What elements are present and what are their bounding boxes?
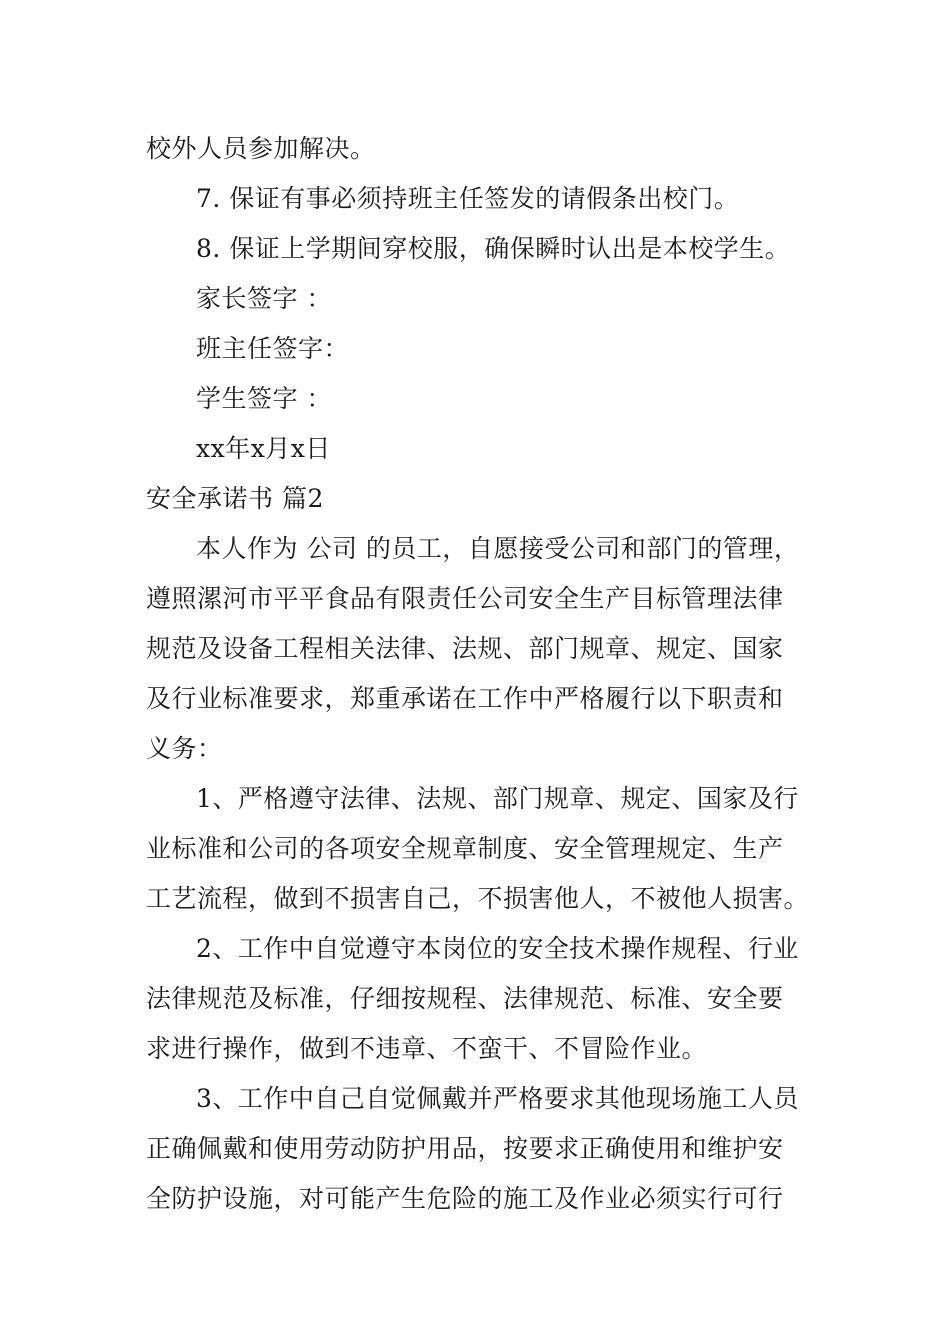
text-line: 规范及设备工程相关法律、法规、部门规章、规定、国家 (146, 634, 784, 663)
text-line: 校外人员参加解决。 (146, 134, 376, 163)
text-line: 工艺流程，做到不损害自己，不损害他人，不被他人损害。 (146, 884, 810, 913)
text-line: 3、工作中自己自觉佩戴并严格要求其他现场施工人员 (196, 1084, 799, 1113)
teacher-signature-label: 班主任签字： (196, 334, 350, 363)
date-line: xx年x月x日 (196, 434, 331, 463)
text-line: 法律规范及标准，仔细按规程、法律规范、标准、安全要 (146, 984, 784, 1013)
section-title: 安全承诺书 篇2 (146, 484, 324, 513)
student-signature-label: 学生签字 ： (196, 384, 332, 413)
text-line: 求进行操作，做到不违章、不蛮干、不冒险作业。 (146, 1034, 708, 1063)
text-line: 义务： (146, 734, 223, 763)
text-line: 本人作为 公司 的员工，自愿接受公司和部门的管理， (196, 534, 800, 563)
text-line: 业标准和公司的各项安全规章制度、安全管理规定、生产 (146, 834, 784, 863)
text-line: 1、严格遵守法律、法规、部门规章、规定、国家及行 (196, 784, 799, 813)
parent-signature-label: 家长签字 ： (196, 284, 332, 313)
text-line: 及行业标准要求，郑重承诺在工作中严格履行以下职责和 (146, 684, 784, 713)
text-line: 全防护设施，对可能产生危险的施工及作业必须实行可行 (146, 1184, 784, 1213)
text-line: 8. 保证上学期间穿校服，确保瞬时认出是本校学生。 (196, 234, 791, 263)
text-line: 2、工作中自觉遵守本岗位的安全技术操作规程、行业 (196, 934, 799, 963)
text-line: 正确佩戴和使用劳动防护用品，按要求正确使用和维护安 (146, 1134, 784, 1163)
text-line: 遵照漯河市平平食品有限责任公司安全生产目标管理法律 (146, 584, 784, 613)
text-line: 7. 保证有事必须持班主任签发的请假条出校门。 (196, 184, 740, 213)
